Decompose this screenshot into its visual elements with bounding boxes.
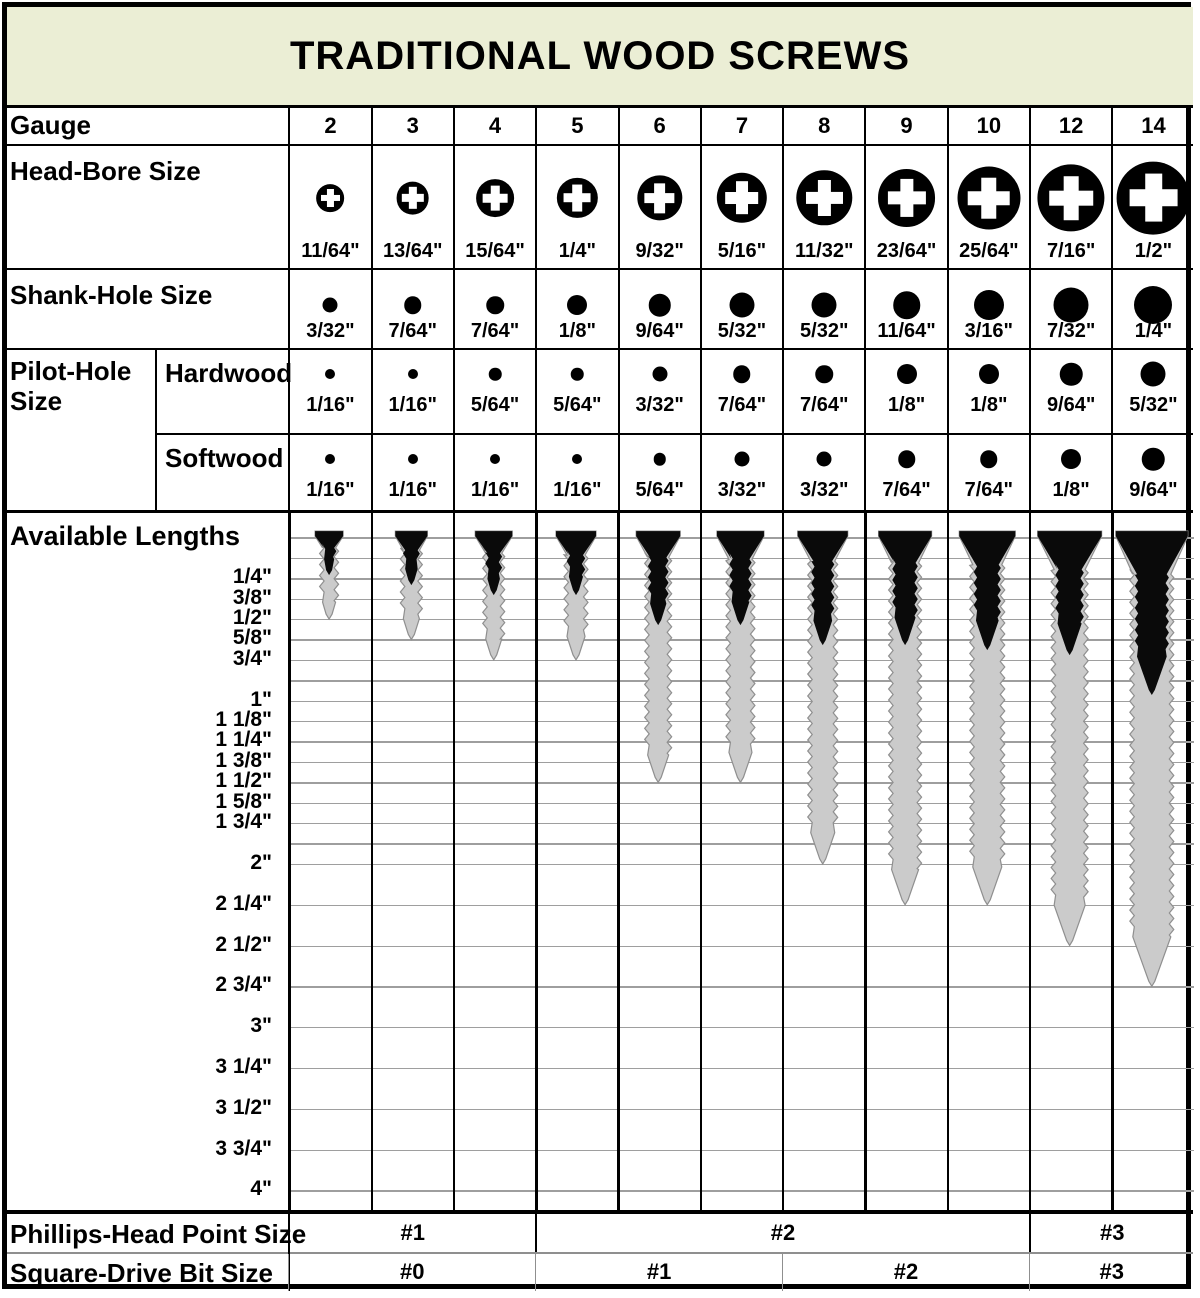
pilot-hole-dot [980, 450, 998, 468]
shank-cell [782, 268, 864, 348]
shank-value: 7/32" [1046, 320, 1096, 342]
length-label: 2 3/4" [215, 973, 272, 997]
head-bore-value: 5/16" [717, 240, 767, 262]
shank-cell [453, 268, 535, 348]
softwood-cell [453, 433, 535, 512]
length-scale [0, 512, 278, 1210]
phillips-head-icon [557, 178, 597, 218]
gauge-cell [371, 105, 453, 144]
pilot-hole-dot [1061, 449, 1081, 469]
gauge-cell [947, 105, 1029, 144]
screw-gauge-4 [476, 531, 513, 660]
length-label: 3 3/4" [215, 1136, 272, 1160]
head-bore-cell [453, 144, 535, 268]
gauge-cell [288, 105, 370, 144]
gauge-cell [618, 105, 700, 144]
softwood-cell [371, 433, 453, 512]
pilot-hole-dot [572, 454, 582, 464]
length-label: 1 5/8" [215, 789, 272, 813]
hardwood-value: 3/32" [635, 394, 684, 416]
shank-value: 3/16" [964, 320, 1014, 342]
gauge-value: 12 [1058, 112, 1084, 138]
pilot-hole-dot [408, 454, 418, 464]
length-label: 1 3/4" [215, 810, 272, 834]
shank-hole-row-label: Shank-Hole Size [10, 280, 213, 310]
phillips-head-icon [396, 182, 429, 215]
shank-hole-dot [974, 290, 1004, 320]
phillips-head-icon [797, 170, 852, 225]
hardwood-cell [700, 348, 782, 433]
pilot-hole-dot [490, 454, 500, 464]
square-span: #0 [288, 1254, 535, 1291]
hardwood-value: 7/64" [717, 394, 767, 416]
screw-gauge-5 [556, 531, 596, 660]
shank-value: 3/32" [306, 320, 355, 342]
head-bore-cell [618, 144, 700, 268]
softwood-cell [1111, 433, 1193, 512]
shank-hole-dot [323, 298, 338, 313]
softwood-value: 1/16" [388, 479, 437, 501]
shank-cell [1111, 268, 1193, 348]
gauge-cell [535, 105, 617, 144]
gauge-cell [864, 105, 946, 144]
softwood-value: 3/32" [717, 479, 767, 501]
shank-value: 7/64" [388, 320, 437, 342]
hardwood-cell [453, 348, 535, 433]
screw-gauge-3 [396, 531, 428, 639]
gauge-row [0, 105, 1194, 144]
softwood-value: 7/64" [882, 479, 931, 501]
gauge-value: 7 [735, 112, 749, 138]
pilot-hole-dot [734, 452, 749, 467]
hardwood-value: 1/16" [388, 394, 437, 416]
head-bore-value: 9/32" [635, 240, 684, 262]
pilot-hole-dot [817, 452, 832, 467]
head-bore-row [0, 144, 1194, 268]
phillips-span: #2 [535, 1214, 1029, 1253]
head-bore-value: 23/64" [876, 240, 937, 262]
pilot-hole-dot [325, 454, 335, 464]
shank-cell [618, 268, 700, 348]
shank-value: 1/4" [1134, 320, 1173, 342]
head-bore-cell [288, 144, 370, 268]
shank-hole-dot [729, 293, 754, 318]
screw-diagrams [288, 512, 1193, 1210]
shank-value: 7/64" [470, 320, 520, 342]
head-bore-value: 1/4" [558, 240, 596, 262]
softwood-cell [1029, 433, 1111, 512]
head-bore-cell [947, 144, 1029, 268]
shank-cell [700, 268, 782, 348]
shank-cell [947, 268, 1029, 348]
pilot-hole-dot [571, 368, 584, 381]
phillips-row-label: Phillips-Head Point Size [10, 1219, 307, 1249]
head-bore-row-label: Head-Bore Size [10, 156, 201, 186]
pilot-hole-dot [1142, 448, 1165, 471]
shank-value: 9/64" [635, 320, 684, 342]
shank-value: 1/8" [558, 320, 596, 342]
head-bore-value: 7/16" [1046, 240, 1096, 262]
pilot-hole-dot [653, 453, 666, 466]
shank-cell [371, 268, 453, 348]
head-bore-value: 15/64" [465, 240, 525, 262]
length-label: 1" [250, 687, 272, 711]
hardwood-value: 5/64" [470, 394, 520, 416]
softwood-value: 7/64" [964, 479, 1014, 501]
hardwood-cell [535, 348, 617, 433]
phillips-head-icon [878, 169, 936, 227]
softwood-cell [288, 433, 370, 512]
hardwood-value: 1/8" [970, 394, 1008, 416]
shank-value: 5/32" [717, 320, 767, 342]
screw-gauge-7 [717, 531, 764, 782]
phillips-head-icon [717, 173, 767, 223]
available-lengths-label: Available Lengths [10, 521, 241, 551]
hardwood-cell [1111, 348, 1193, 433]
hardwood-value: 1/16" [306, 394, 355, 416]
length-label: 2 1/4" [215, 891, 272, 915]
head-bore-value: 25/64" [959, 240, 1019, 262]
hardwood-value: 5/64" [553, 394, 602, 416]
hardwood-cell [864, 348, 946, 433]
head-bore-value: 1/2" [1134, 240, 1173, 262]
screw-gauge-8 [798, 531, 848, 864]
softwood-cell [618, 433, 700, 512]
pilot-hardwood-row [0, 348, 1194, 433]
head-bore-cell [1029, 144, 1111, 268]
pilot-hole-dot [1060, 363, 1083, 386]
gauge-value: 14 [1141, 112, 1166, 138]
softwood-value: 5/64" [635, 479, 684, 501]
gauge-cell [453, 105, 535, 144]
gauge-cell [782, 105, 864, 144]
length-label: 1/2" [232, 606, 272, 630]
phillips-span: #1 [288, 1214, 535, 1253]
length-label: 1 3/8" [215, 748, 272, 772]
pilot-hole-dot [652, 367, 667, 382]
phillips-head-icon [1117, 162, 1190, 235]
shank-hole-dot [1134, 286, 1172, 324]
gauge-cell [1111, 105, 1193, 144]
square-row-label: Square-Drive Bit Size [10, 1258, 273, 1288]
shank-hole-dot [648, 294, 671, 317]
phillips-head-icon [317, 184, 345, 212]
head-bore-value: 11/32" [795, 240, 854, 262]
hardwood-cell [371, 348, 453, 433]
gauge-cell [1029, 105, 1111, 144]
screw-gauge-9 [879, 531, 932, 905]
hardwood-cell [782, 348, 864, 433]
head-bore-value: 11/64" [301, 240, 360, 262]
screw-gauge-2 [315, 531, 343, 619]
square-span: #2 [782, 1254, 1029, 1291]
head-bore-cell [864, 144, 946, 268]
pilot-hole-dot [408, 369, 418, 379]
screw-gauge-6 [636, 531, 680, 782]
length-label: 4" [250, 1177, 272, 1201]
gauge-row-label: Gauge [10, 110, 91, 140]
hardwood-cell [288, 348, 370, 433]
screw-gauge-10 [960, 531, 1016, 905]
softwood-cell [947, 433, 1029, 512]
pilot-hole-row-label: Pilot-Hole Size [10, 356, 132, 416]
head-bore-value: 13/64" [382, 240, 443, 262]
shank-value: 11/64" [877, 320, 936, 342]
shank-hole-dot [1054, 288, 1089, 323]
softwood-cell [535, 433, 617, 512]
pilot-hole-dot [325, 369, 335, 379]
length-label: 3/8" [232, 585, 272, 609]
hardwood-value: 1/8" [887, 394, 926, 416]
gauge-value: 9 [900, 112, 913, 138]
phillips-head-icon [957, 167, 1020, 230]
shank-cell [864, 268, 946, 348]
softwood-value: 1/16" [306, 479, 355, 501]
softwood-value: 9/64" [1129, 479, 1178, 501]
hardwood-cell [618, 348, 700, 433]
gauge-value: 3 [406, 112, 419, 138]
shank-hole-dot [812, 293, 837, 318]
gauge-cell [700, 105, 782, 144]
hardwood-row-label: Hardwood [165, 358, 293, 388]
length-label: 1 1/4" [215, 728, 272, 752]
phillips-span: #3 [1029, 1214, 1194, 1253]
head-bore-cell [1111, 144, 1193, 268]
softwood-value: 1/8" [1052, 479, 1090, 501]
softwood-row-label: Softwood [165, 443, 284, 473]
head-bore-cell [371, 144, 453, 268]
screw-length-grid [288, 512, 1193, 1210]
length-label: 5/8" [232, 626, 272, 650]
hardwood-cell [947, 348, 1029, 433]
head-bore-cell [535, 144, 617, 268]
shank-hole-dot [893, 291, 921, 319]
phillips-point-row [0, 1214, 1194, 1253]
softwood-value: 3/32" [800, 479, 849, 501]
chart-title: TRADITIONAL WOOD SCREWS [7, 7, 1193, 105]
shank-value: 5/32" [800, 320, 849, 342]
gauge-value: 8 [818, 112, 831, 138]
hardwood-cell [1029, 348, 1111, 433]
gauge-value: 2 [324, 112, 337, 138]
pilot-hole-dot [897, 364, 917, 384]
gauge-value: 5 [571, 112, 584, 138]
gauge-value: 4 [488, 112, 502, 138]
shank-cell [535, 268, 617, 348]
square-span: #3 [1029, 1254, 1194, 1291]
shank-cell [288, 268, 370, 348]
phillips-head-icon [476, 179, 514, 217]
shank-cell [1029, 268, 1111, 348]
gauge-value: 6 [653, 112, 666, 138]
softwood-cell [864, 433, 946, 512]
phillips-head-icon [637, 175, 682, 220]
pilot-hole-dot [979, 364, 999, 384]
shank-hole-dot [486, 296, 504, 314]
head-bore-cell [700, 144, 782, 268]
pilot-hole-dot [898, 450, 916, 468]
pilot-softwood-row [0, 433, 1194, 512]
pilot-hole-dot [489, 368, 502, 381]
hardwood-value: 7/64" [800, 394, 849, 416]
hardwood-value: 5/32" [1129, 394, 1178, 416]
square-drive-row [0, 1254, 1194, 1291]
length-label: 1/4" [232, 565, 272, 589]
pilot-hole-dot [733, 365, 751, 383]
screw-gauge-12 [1038, 531, 1102, 945]
length-label: 1 1/8" [215, 708, 272, 732]
length-label: 3" [250, 1014, 272, 1038]
head-bore-cell [782, 144, 864, 268]
length-label: 2 1/2" [215, 932, 272, 956]
hardwood-value: 9/64" [1046, 394, 1096, 416]
gauge-value: 10 [976, 112, 1002, 138]
length-label: 3 1/4" [215, 1054, 272, 1078]
pilot-hole-dot [1141, 362, 1166, 387]
shank-hole-row [0, 268, 1194, 348]
shank-hole-dot [567, 295, 587, 315]
length-label: 3 1/2" [215, 1095, 272, 1119]
softwood-value: 1/16" [470, 479, 520, 501]
softwood-cell [700, 433, 782, 512]
length-label: 3/4" [232, 646, 272, 670]
screw-gauge-14 [1116, 531, 1188, 986]
pilot-hole-dot [815, 365, 833, 383]
length-label: 1 1/2" [215, 769, 272, 793]
square-span: #1 [535, 1254, 782, 1291]
length-label: 2" [250, 850, 272, 874]
softwood-cell [782, 433, 864, 512]
phillips-head-icon [1038, 164, 1105, 231]
shank-hole-dot [404, 296, 422, 314]
softwood-value: 1/16" [553, 479, 602, 501]
